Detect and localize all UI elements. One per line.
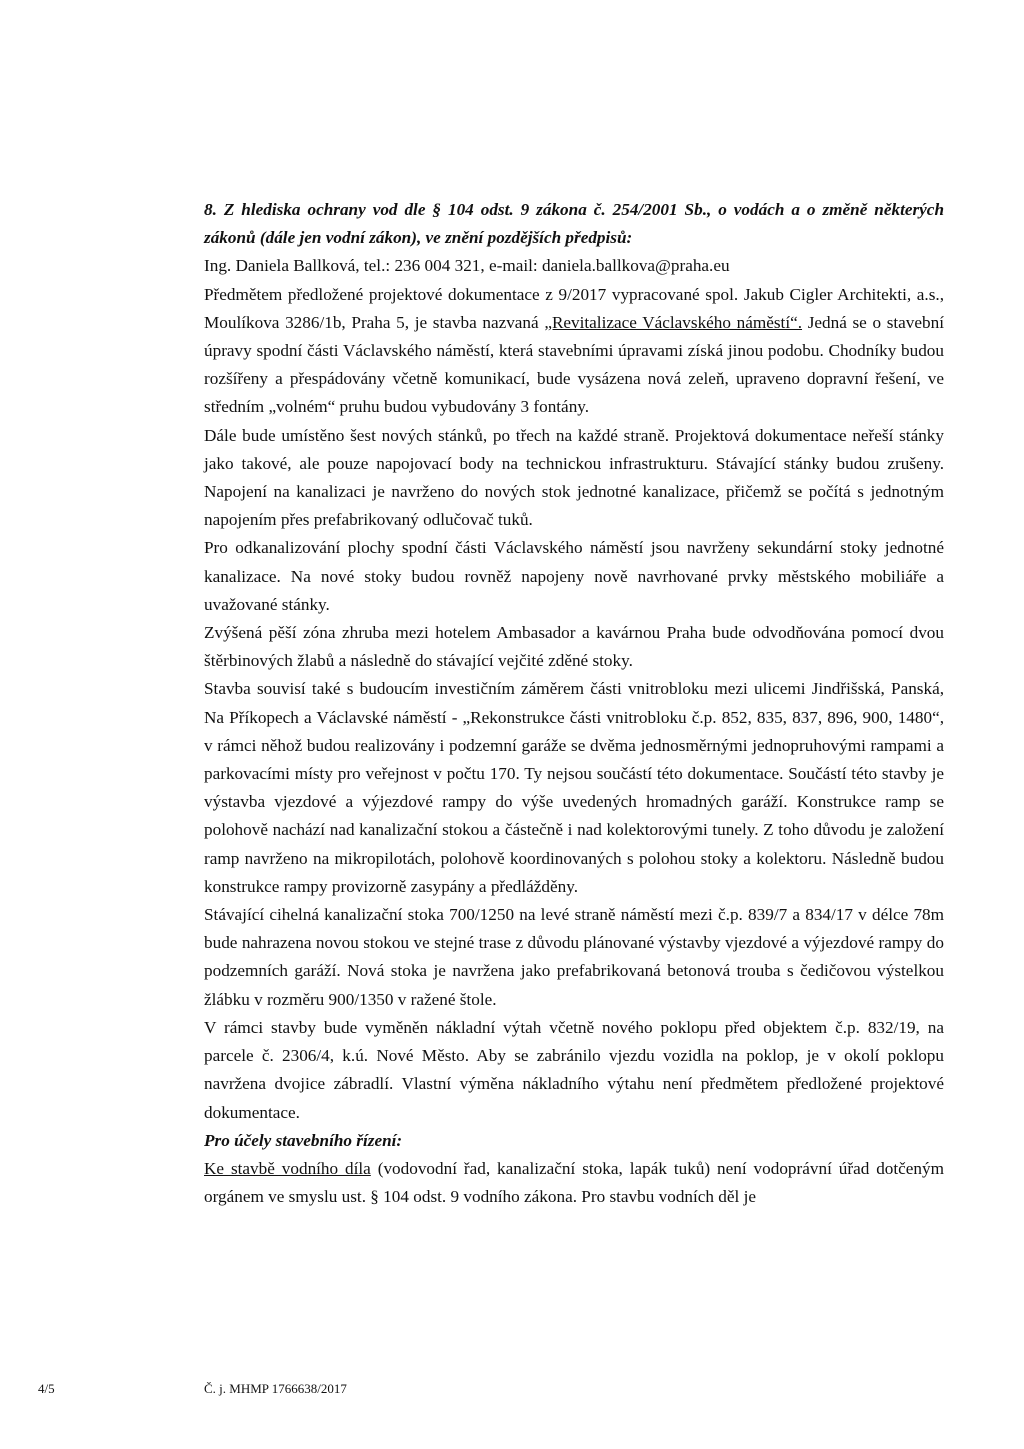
contact-line: Ing. Daniela Ballková, tel.: 236 004 321, e-mail: daniela.ballkova@praha.eu xyxy=(204,256,730,276)
paragraph-water-works-text: (vodovodní řad, kanalizační stoka, lapák tuků) není vodoprávní úřad dotčeným orgánem ve smyslu ust. § 104 odst. 9 vodního zákona. Pro stavbu vodních děl je xyxy=(204,1158,944,1207)
paragraph-sewerage: Pro odkanalizování plochy spodní části Václavského náměstí jsou navrženy sekundární stoky jednotné kanalizace. Na nové stoky budou rovněž napojeny nově navrhované prvky městského mobiliáře a uvažované stánky. xyxy=(204,538,944,614)
paragraph-sewer-replacement: Stávající cihelná kanalizační stoka 700/1250 na levé straně náměstí mezi č.p. 839/7 a 834/17 v délce 78m bude nahrazena novou stokou ve stejné trase z důvodu plánované výstavby vjezdové a výjezdové rampy do podzemních garáží. Nová stoka je navržena jako prefabrikovaná betonová trouba s čedičovou výstelkou žlábku v rozměru 900/1350 v ražené štole. xyxy=(204,905,944,1009)
section-body xyxy=(204,196,944,1211)
paragraph-project-desc: Jedná se o stavební úpravy spodní části Václavského náměstí, která stavebními úpravami získá jinou podobu. Chodníky budou rozšířeny a přespádovány včetně komunikací, bude vysázena nová zeleň, upraveno dopravní řešení, ve středním „volném“ pruhu budou vybudovány 3 fontány. xyxy=(204,312,944,417)
paragraph-pedestrian-zone: Zvýšená pěší zóna zhruba mezi hotelem Ambasador a kavárnou Praha bude odvodňována pomocí dvou štěrbinových žlabů a následně do stávající vejčité zděné stoky. xyxy=(204,623,944,671)
project-name: „Revitalizace Václavského náměstí“. xyxy=(544,312,803,332)
paragraph-project xyxy=(204,281,944,422)
paragraph-stalls: Dále bude umístěno šest nových stánků, po třech na každé straně. Projektová dokumentace neřeší stánky jako takové, ale pouze napojovací body na technickou infrastrukturu. Stávající stánky budou zrušeny. Napojení na kanalizaci je navrženo do nových stok jednotné kanalizace, přičemž se počítá s jednotným napojením přes prefabrikovaný odlučovač tuků. xyxy=(204,425,944,530)
paragraph-project-intro: Předmětem předložené projektové dokumentace z 9/2017 vypracované spol. Jakub Cigler Architekti, a.s., Moulíkova 3286/1b, Praha 5, je stavba nazvaná xyxy=(204,284,944,332)
section-heading: 8. Z hlediska ochrany vod dle § 104 odst. 9 zákona č. 254/2001 Sb., o vodách a o změně některých zákonů (dále jen vodní zákon), ve znění pozdějších předpisů: xyxy=(204,200,944,248)
page-number: 4/5 xyxy=(38,1381,55,1396)
water-works-term: Ke stavbě vodního díla xyxy=(204,1158,371,1178)
paragraph-freight-lift: V rámci stavby bude vyměněn nákladní výtah včetně nového poklopu před objektem č.p. 832/19, na parcele č. 2306/4, k.ú. Nové Město. Aby se zabránilo vjezdu vozidla na poklop, je v okolí poklopu navržena dvojice zábradlí. Vlastní výměna nákladního výtahu není předmětem předložené projektové dokumentace. xyxy=(204,1017,944,1122)
subheading-building-procedure: Pro účely stavebního řízení: xyxy=(204,1130,403,1150)
document-reference: Č. j. MHMP 1766638/2017 xyxy=(204,1381,347,1396)
paragraph-garages: Stavba souvisí také s budoucím investičním záměrem části vnitrobloku mezi ulicemi Jindřišská, Panská, Na Příkopech a Václavské náměstí - „Rekonstrukce části vnitrobloku č.p. 852, 835, 837, 896, 900, 1480“, v rámci něhož budou realizovány i podzemní garáže se dvěma jednosměrnými jednopruhovými rampami a parkovacími místy pro veřejnost v počtu 170. Ty nejsou součástí této dokumentace. Součástí této stavby je výstavba vjezdové a výjezdové rampy do výše uvedených hromadných garáží. Konstrukce ramp se polohově nachází nad kanalizační stokou a částečně i nad kolektorovými tunely. Z toho důvodu je založení ramp navrženo na mikropilotách, polohově koordinovaných s polohou stoky a kolektoru. Následně budou konstrukce rampy provizorně zasypány a předlážděny. xyxy=(204,679,944,896)
paragraph-water-works xyxy=(204,1155,944,1211)
